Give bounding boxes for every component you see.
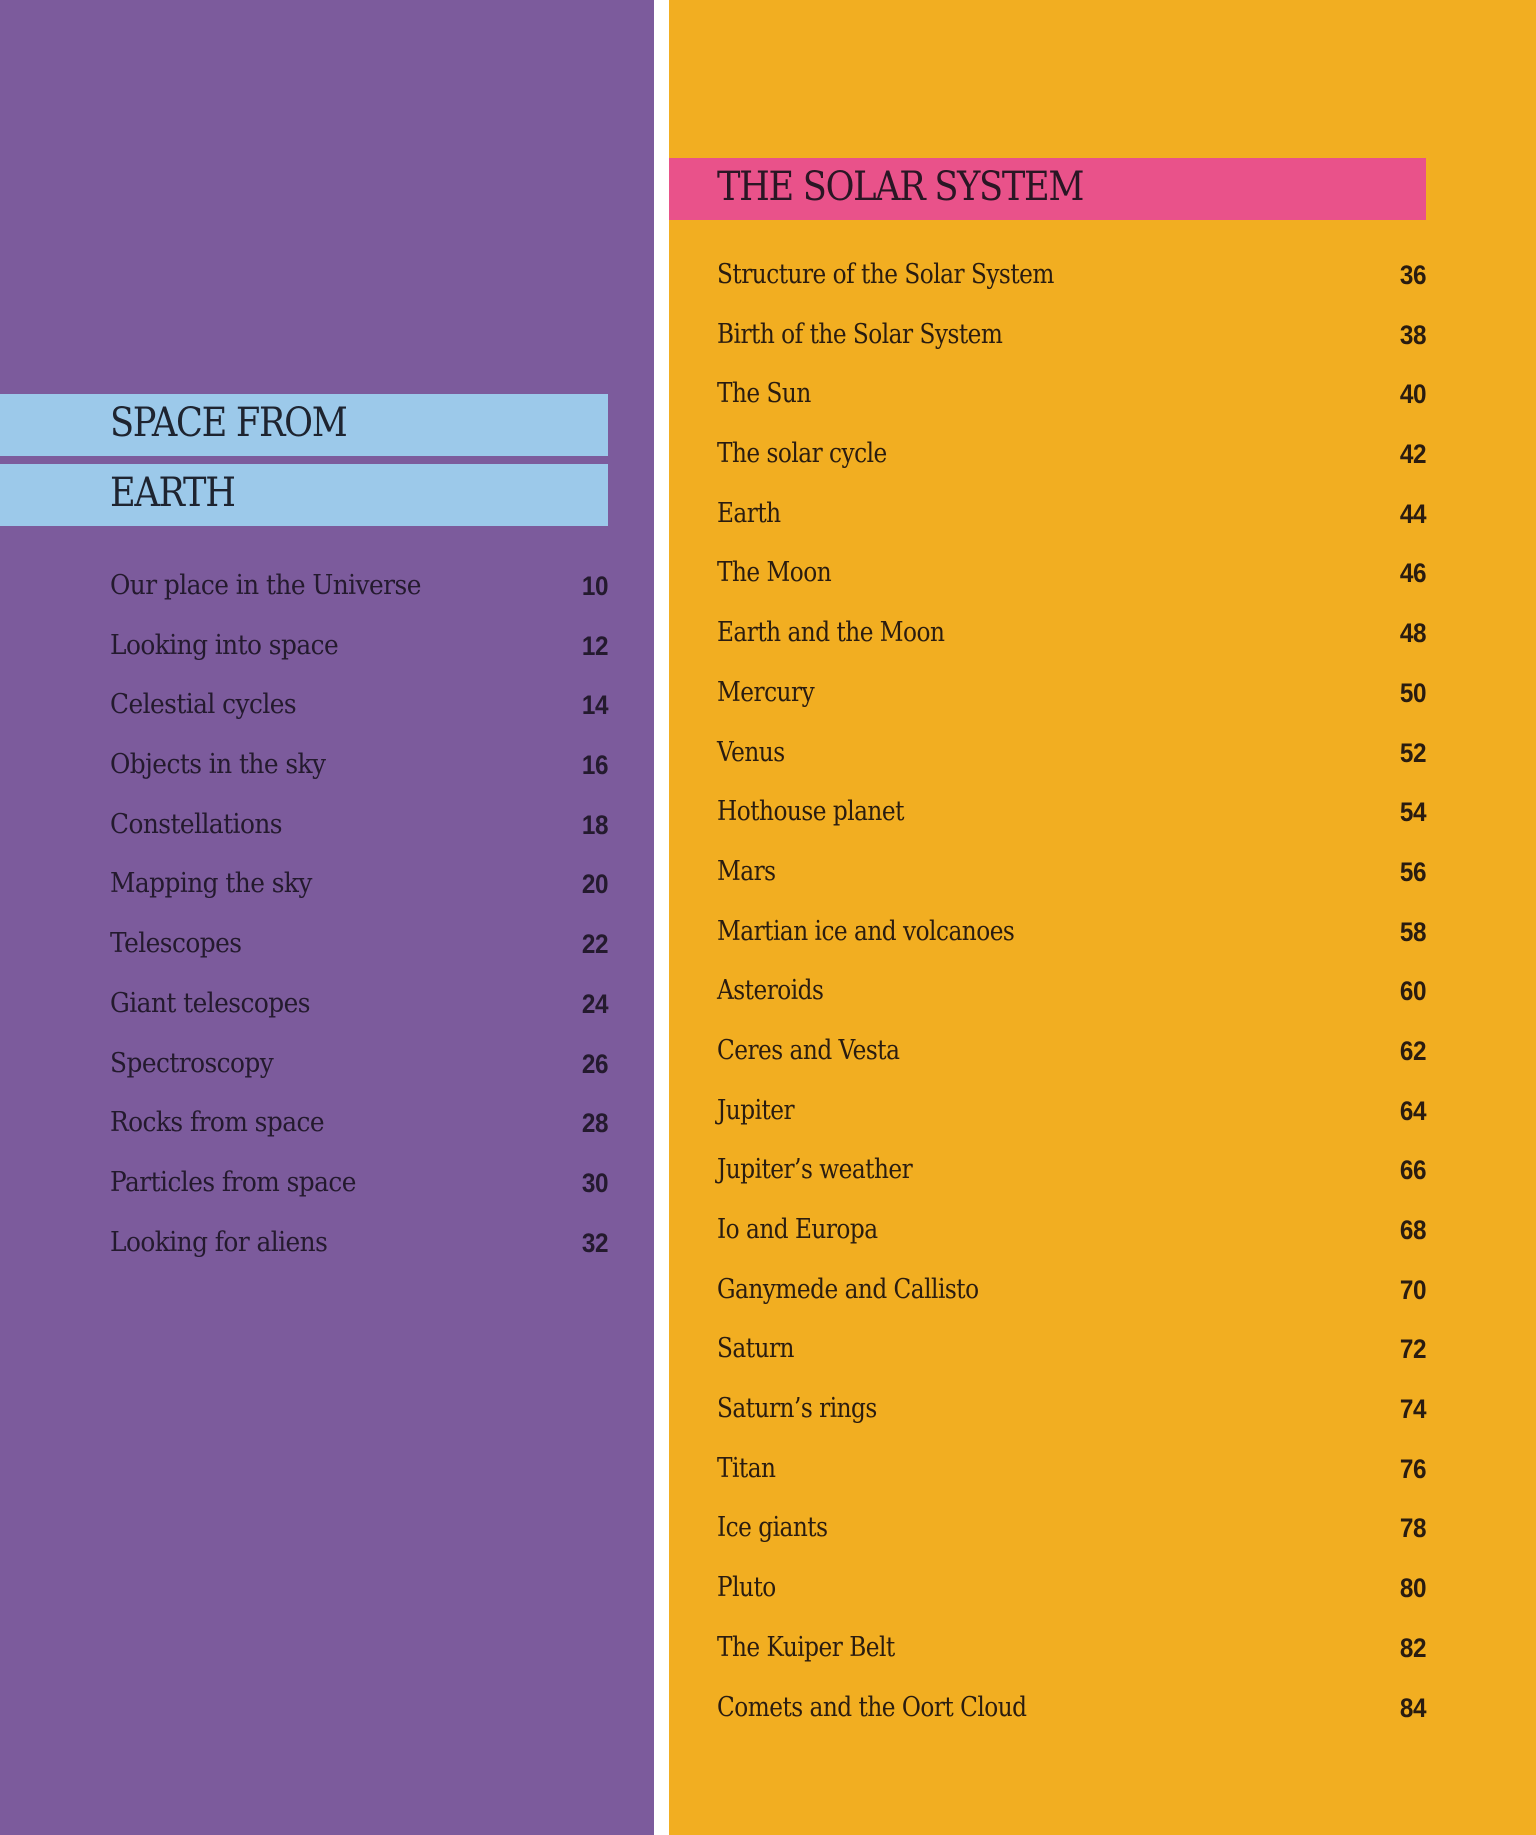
toc-entry[interactable] bbox=[717, 736, 1426, 796]
toc-entry[interactable] bbox=[717, 1273, 1426, 1333]
toc-entry[interactable] bbox=[717, 1392, 1426, 1452]
toc-entry-title: Objects in the sky bbox=[110, 749, 326, 781]
section-heading-banner-solar-system bbox=[669, 158, 1426, 220]
toc-entry-page: 68 bbox=[1399, 1215, 1426, 1245]
toc-entry-title: Ceres and Vesta bbox=[717, 1034, 900, 1066]
toc-entry-page: 46 bbox=[1399, 558, 1426, 589]
toc-entry-title: The solar cycle bbox=[717, 438, 887, 470]
toc-entry-title: Telescopes bbox=[110, 928, 242, 960]
toc-entry-page: 82 bbox=[1399, 1632, 1426, 1663]
toc-entry[interactable] bbox=[110, 629, 608, 689]
toc-entry-title: Titan bbox=[717, 1452, 776, 1484]
toc-entry-page: 74 bbox=[1399, 1394, 1426, 1425]
toc-entry-page: 14 bbox=[581, 690, 608, 721]
toc-entry-title: Saturn’s rings bbox=[717, 1393, 877, 1425]
toc-entry[interactable] bbox=[717, 974, 1426, 1034]
toc-entry-page: 28 bbox=[581, 1108, 608, 1139]
toc-entry-title: The Sun bbox=[717, 378, 811, 410]
toc-entry-page: 76 bbox=[1399, 1453, 1426, 1484]
toc-entry[interactable] bbox=[717, 1571, 1426, 1631]
toc-entry-page: 66 bbox=[1399, 1155, 1426, 1186]
toc-entry[interactable] bbox=[717, 795, 1426, 855]
toc-entry-title: Io and Europa bbox=[717, 1214, 878, 1245]
toc-entry-page: 64 bbox=[1399, 1095, 1426, 1126]
section-heading-space-from-earth-line-2: EARTH bbox=[110, 470, 235, 516]
toc-list-space-from-earth bbox=[110, 569, 608, 1285]
toc-entry-title: Our place in the Universe bbox=[110, 570, 421, 601]
toc-entry-title: Ice giants bbox=[717, 1512, 828, 1544]
toc-entry-page: 26 bbox=[581, 1048, 608, 1079]
toc-entry-title: Asteroids bbox=[717, 975, 824, 1007]
toc-entry-title: Venus bbox=[717, 736, 785, 768]
toc-entry-title: Giant telescopes bbox=[110, 987, 310, 1019]
toc-entry[interactable] bbox=[110, 1047, 608, 1107]
toc-entry-title: Pluto bbox=[717, 1572, 776, 1604]
toc-entry[interactable] bbox=[110, 1166, 608, 1226]
toc-entry[interactable] bbox=[717, 377, 1426, 437]
section-heading-solar-system: THE SOLAR SYSTEM bbox=[717, 164, 1084, 210]
toc-entry[interactable] bbox=[110, 1226, 608, 1286]
toc-entry-title: Spectroscopy bbox=[110, 1047, 274, 1079]
toc-entry-title: Saturn bbox=[717, 1333, 794, 1365]
toc-list-solar-system bbox=[717, 258, 1426, 1750]
toc-entry-title: Looking into space bbox=[110, 629, 339, 661]
toc-entry-page: 22 bbox=[581, 929, 608, 960]
toc-entry[interactable] bbox=[717, 437, 1426, 497]
toc-entry-page: 50 bbox=[1399, 677, 1426, 708]
toc-entry-page: 20 bbox=[581, 869, 608, 900]
toc-entry[interactable] bbox=[717, 497, 1426, 557]
toc-entry-title: Birth of the Solar System bbox=[717, 318, 1003, 350]
page-gutter bbox=[654, 0, 669, 1835]
toc-entry-title: The Kuiper Belt bbox=[717, 1631, 895, 1663]
toc-entry-page: 56 bbox=[1399, 856, 1426, 887]
toc-entry-page: 52 bbox=[1399, 737, 1426, 768]
toc-entry-page: 16 bbox=[581, 750, 608, 781]
toc-entry[interactable] bbox=[717, 1511, 1426, 1571]
toc-entry[interactable] bbox=[717, 1691, 1426, 1751]
toc-entry-page: 84 bbox=[1399, 1692, 1426, 1723]
toc-entry[interactable] bbox=[717, 318, 1426, 378]
toc-entry-title: Mapping the sky bbox=[110, 868, 312, 900]
toc-entry-page: 58 bbox=[1399, 916, 1426, 947]
toc-entry-page: 48 bbox=[1399, 618, 1426, 649]
toc-entry-title: Looking for aliens bbox=[110, 1226, 328, 1258]
toc-entry[interactable] bbox=[110, 808, 608, 868]
toc-entry-page: 78 bbox=[1399, 1513, 1426, 1544]
toc-entry[interactable] bbox=[717, 1213, 1426, 1273]
toc-entry[interactable] bbox=[110, 688, 608, 748]
toc-entry-page: 36 bbox=[1399, 260, 1426, 290]
toc-entry-page: 38 bbox=[1399, 319, 1426, 350]
toc-entry-page: 10 bbox=[581, 571, 608, 601]
toc-entry[interactable] bbox=[717, 855, 1426, 915]
toc-entry[interactable] bbox=[110, 1106, 608, 1166]
toc-entry-title: Structure of the Solar System bbox=[717, 259, 1054, 290]
toc-entry-title: Mars bbox=[717, 855, 776, 887]
toc-entry-page: 62 bbox=[1399, 1035, 1426, 1066]
toc-entry-title: Mercury bbox=[717, 676, 815, 708]
toc-entry-page: 54 bbox=[1399, 797, 1426, 828]
toc-entry[interactable] bbox=[110, 569, 608, 629]
toc-entry[interactable] bbox=[717, 1153, 1426, 1213]
toc-entry-page: 70 bbox=[1399, 1274, 1426, 1305]
toc-entry-page: 44 bbox=[1399, 498, 1426, 529]
toc-entry-page: 18 bbox=[581, 809, 608, 840]
toc-entry[interactable] bbox=[717, 1332, 1426, 1392]
toc-entry-title: Jupiter’s weather bbox=[717, 1154, 913, 1186]
toc-entry-title: The Moon bbox=[717, 557, 832, 589]
toc-entry-title: Hothouse planet bbox=[717, 796, 904, 828]
toc-entry-title: Rocks from space bbox=[110, 1107, 324, 1139]
toc-entry[interactable] bbox=[717, 915, 1426, 975]
toc-entry-page: 80 bbox=[1399, 1573, 1426, 1604]
toc-entry[interactable] bbox=[717, 1452, 1426, 1512]
toc-entry-page: 42 bbox=[1399, 439, 1426, 470]
toc-entry-title: Earth and the Moon bbox=[717, 617, 945, 649]
toc-entry-page: 32 bbox=[581, 1227, 608, 1258]
toc-entry-title: Ganymede and Callisto bbox=[717, 1273, 979, 1305]
toc-entry-page: 72 bbox=[1399, 1334, 1426, 1365]
toc-entry[interactable] bbox=[717, 556, 1426, 616]
toc-entry-title: Earth bbox=[717, 497, 781, 529]
toc-entry[interactable] bbox=[717, 258, 1426, 318]
toc-entry[interactable] bbox=[110, 927, 608, 987]
toc-entry-title: Celestial cycles bbox=[110, 689, 297, 721]
toc-entry[interactable] bbox=[717, 1094, 1426, 1154]
toc-entry-title: Constellations bbox=[110, 808, 282, 840]
section-heading-banner-line-1 bbox=[0, 394, 608, 456]
toc-entry[interactable] bbox=[110, 987, 608, 1047]
toc-entry[interactable] bbox=[110, 748, 608, 808]
toc-entry[interactable] bbox=[717, 1034, 1426, 1094]
toc-entry-page: 30 bbox=[581, 1167, 608, 1198]
toc-entry[interactable] bbox=[717, 676, 1426, 736]
toc-entry-title: Jupiter bbox=[717, 1094, 795, 1126]
toc-entry[interactable] bbox=[110, 867, 608, 927]
toc-entry-page: 12 bbox=[581, 630, 608, 661]
toc-entry-title: Particles from space bbox=[110, 1166, 356, 1198]
toc-entry-page: 40 bbox=[1399, 379, 1426, 410]
section-heading-space-from-earth-line-1: SPACE FROM bbox=[110, 400, 347, 446]
toc-entry-title: Martian ice and volcanoes bbox=[717, 915, 1015, 947]
section-heading-banner-line-2 bbox=[0, 464, 608, 526]
toc-entry-page: 60 bbox=[1399, 976, 1426, 1007]
toc-entry-page: 24 bbox=[581, 988, 608, 1019]
toc-entry[interactable] bbox=[717, 1631, 1426, 1691]
toc-entry-title: Comets and the Oort Cloud bbox=[717, 1691, 1027, 1723]
toc-entry[interactable] bbox=[717, 616, 1426, 676]
